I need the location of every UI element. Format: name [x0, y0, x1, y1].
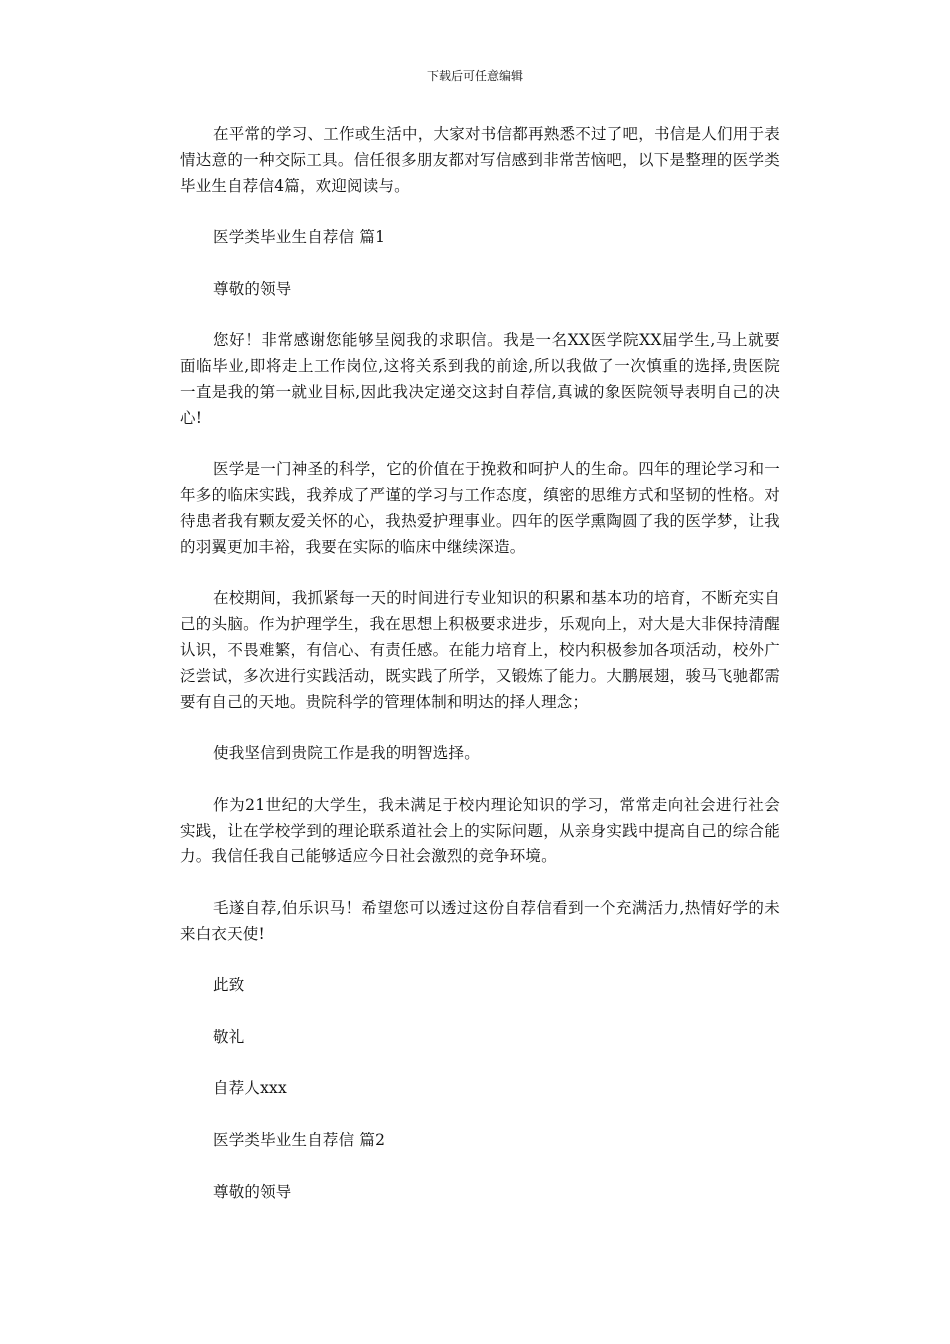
letter-paragraph: 作为21世纪的大学生，我未满足于校内理论知识的学习，常常走向社会进行社会实践，让在学校学到的理论联系道社会上的实际问题，从亲身实践中提高自己的综合能力。我信任我自己能够适应今日社会激烈的竞争环境。: [180, 795, 780, 866]
section-heading-2: 医学类毕业生自荐信 篇2: [213, 1131, 386, 1150]
salutation: 尊敬的领导: [213, 279, 292, 298]
closing-line: 此致: [213, 976, 245, 995]
signature-line: 自荐人xxx: [213, 1079, 287, 1098]
page-header-note: 下载后可任意编辑: [426, 69, 523, 83]
letter-paragraph: 使我坚信到贵院工作是我的明智选择。: [213, 744, 480, 763]
section-heading-1: 医学类毕业生自荐信 篇1: [213, 228, 386, 247]
document-body: [180, 122, 780, 1231]
letter-paragraph: 医学是一门神圣的科学，它的价值在于挽救和呵护人的生命。四年的理论学习和一年多的临床实践，我养成了严谨的学习与工作态度，缜密的思维方式和坚韧的性格。对待患者我有颗友爱关怀的心，我热爱护理事业。四年的医学熏陶圆了我的医学梦，让我的羽翼更加丰裕，我要在实际的临床中继续深造。: [180, 460, 780, 556]
letter-paragraph: 毛遂自荐,伯乐识马！希望您可以透过这份自荐信看到一个充满活力,热情好学的未来白衣天使!: [180, 898, 780, 943]
letter-paragraph: 在校期间，我抓紧每一天的时间进行专业知识的积累和基本功的培育，不断充实自己的头脑。作为护理学生，我在思想上积极要求进步，乐观向上，对大是大非保持清醒认识，不畏难繁，有信心、有责任感。在能力培育上，校内积极参加各项活动，校外广泛尝试，多次进行实践活动，既实践了所学，又锻炼了能力。大鹏展翅，骏马飞驰都需要有自己的天地。贵院科学的管理体制和明达的择人理念；: [180, 589, 780, 711]
salutation: 尊敬的领导: [213, 1182, 292, 1201]
intro-paragraph: 在平常的学习、工作或生活中，大家对书信都再熟悉不过了吧，书信是人们用于表情达意的一种交际工具。信任很多朋友都对写信感到非常苦恼吧，以下是整理的医学类毕业生自荐信4篇，欢迎阅读与。: [180, 125, 780, 195]
letter-paragraph: 您好！非常感谢您能够呈阅我的求职信。我是一名XX医学院XX届学生,马上就要面临毕业,即将走上工作岗位,这将关系到我的前途,所以我做了一次慎重的选择,贵医院一直是我的第一就业目标,因此我决定递交这封自荐信,真诚的象医院领导表明自己的决心!: [180, 331, 780, 427]
closing-regards: 敬礼: [213, 1027, 245, 1046]
